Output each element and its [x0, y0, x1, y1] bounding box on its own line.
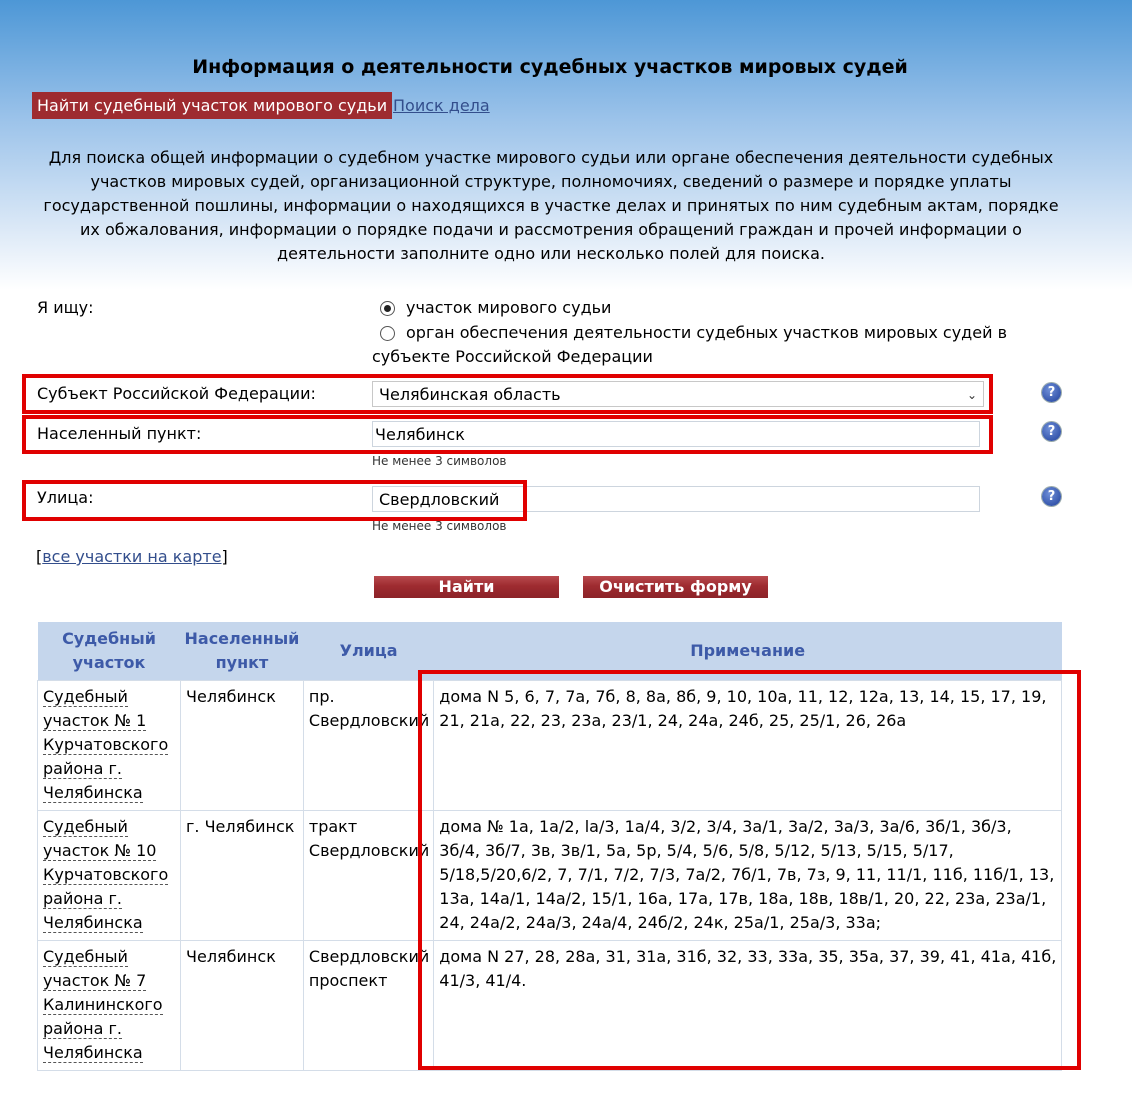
street-input[interactable]: Свердловский	[372, 486, 980, 512]
radio-court-label: участок мирового судьи	[406, 298, 612, 317]
cell-note: дома № 1а, 1а/2, lа/3, 1а/4, 3/2, 3/4, 3а/1, 3а/2, 3а/3, 3а/6, 3б/1, 3б/3, 3б/4, 3б/7, 3в, 3в/1, 5а, 5р, 5/4, 5/6, 5/8, 5/12, 5/13, 5/15, 5/17, 5/18,5/20,6/2, 7, 7/1, 7/2, 7/3, 7а/2, 7б/1, 7в, 7з, 9, 11, 11/1, 11б, 11б/1, 13, 13а, 14а/1, 14а/2, 15/1, 16а, 17а, 17в, 18а, 18в, 18в/1, 20, 22, 23а, 23а/1, 24, 24а/2, 24а/3, 24а/4, 24б/2, 24к, 25а/1, 25а/3, 33а;	[434, 811, 1062, 941]
court-link[interactable]: Судебный участок № 7 Калининского района г. Челябинска	[43, 947, 163, 1062]
page-title: Информация о деятельности судебных участков мировых судей	[192, 56, 908, 78]
search-type-label: Я ищу:	[37, 298, 94, 317]
court-link[interactable]: Судебный участок № 10 Курчатовского района г. Челябинска	[43, 817, 169, 932]
cell-street: пр. Свердловский	[303, 681, 433, 811]
street-label: Улица:	[37, 488, 94, 507]
radio-authority-label-cont: субъекте Российской Федерации	[372, 347, 653, 366]
help-icon-street[interactable]: ?	[1042, 487, 1061, 506]
subject-label: Субъект Российской Федерации:	[37, 384, 316, 403]
radio-authority[interactable]	[380, 326, 395, 341]
highlight-notes	[418, 670, 1081, 1070]
cell-court	[38, 941, 181, 1071]
highlight-street	[22, 480, 527, 521]
highlight-subject	[22, 374, 993, 414]
cell-city: Челябинск	[181, 941, 304, 1071]
cell-court	[38, 681, 181, 811]
radio-authority-option[interactable]	[380, 323, 1007, 342]
highlight-city	[22, 415, 993, 454]
street-hint: Не менее 3 символов	[372, 519, 507, 533]
cell-note: дома N 27, 28, 28а, 31, 31а, 31б, 32, 33, 33а, 35, 35а, 37, 39, 41, 41а, 41б, 41/3, 41/4.	[434, 941, 1062, 1071]
intro-text: Для поиска общей информации о судебном участке мирового судьи или органе обеспечения деятельности судебных участков мировых судей, организационной структуре, полномочиях, сведений о размере и порядке уплаты государственной пошлины, информации о находящихся в участке делах и принятых по ним судебным актам, порядке их обжалования, информации о порядке подачи и рассмотрения обращений граждан и прочей информации о деятельности заполните одно или несколько полей для поиска.	[43, 148, 1059, 263]
map-link-open-bracket: [	[36, 547, 43, 566]
cell-street: тракт Свердловский	[303, 811, 433, 941]
map-link[interactable]: все участки на карте	[42, 547, 222, 566]
city-input[interactable]: Челябинск	[372, 421, 980, 447]
cell-street: Свердловский проспект	[303, 941, 433, 1071]
radio-authority-label: орган обеспечения деятельности судебных участков мировых судей в	[406, 323, 1007, 342]
court-link[interactable]: Судебный участок № 1 Курчатовского района г. Челябинска	[43, 687, 169, 802]
radio-court-option[interactable]	[380, 298, 611, 317]
chevron-down-icon: ⌄	[966, 388, 977, 402]
subject-select-value: Челябинская область	[379, 385, 561, 404]
find-button[interactable]: Найти	[374, 576, 559, 598]
header-court: Судебный участок	[38, 622, 181, 681]
cell-court	[38, 811, 181, 941]
clear-form-button[interactable]: Очистить форму	[583, 576, 768, 598]
radio-court[interactable]	[380, 301, 395, 316]
header-street: Улица	[303, 622, 433, 681]
city-hint: Не менее 3 символов	[372, 454, 507, 468]
map-link-close-bracket: ]	[221, 547, 228, 566]
header-city: Населенный пункт	[181, 622, 304, 681]
header-note: Примечание	[434, 622, 1062, 681]
cell-city: Челябинск	[181, 681, 304, 811]
cell-note: дома N 5, 6, 7, 7а, 7б, 8, 8а, 8б, 9, 10, 10а, 11, 12, 12а, 13, 14, 15, 17, 19, 21, 21а, 22, 23, 23а, 23/1, 24, 24а, 24б, 25, 25/1, 26, 26а	[434, 681, 1062, 811]
tab-find-court[interactable]: Найти судебный участок мирового судьи	[32, 92, 392, 119]
city-label: Населенный пункт:	[37, 424, 202, 443]
cell-city: г. Челябинск	[181, 811, 304, 941]
tab-case-search[interactable]: Поиск дела	[393, 96, 490, 115]
help-icon-city[interactable]: ?	[1042, 422, 1061, 441]
help-icon-subject[interactable]: ?	[1042, 383, 1061, 402]
map-link-wrapper	[36, 547, 228, 566]
